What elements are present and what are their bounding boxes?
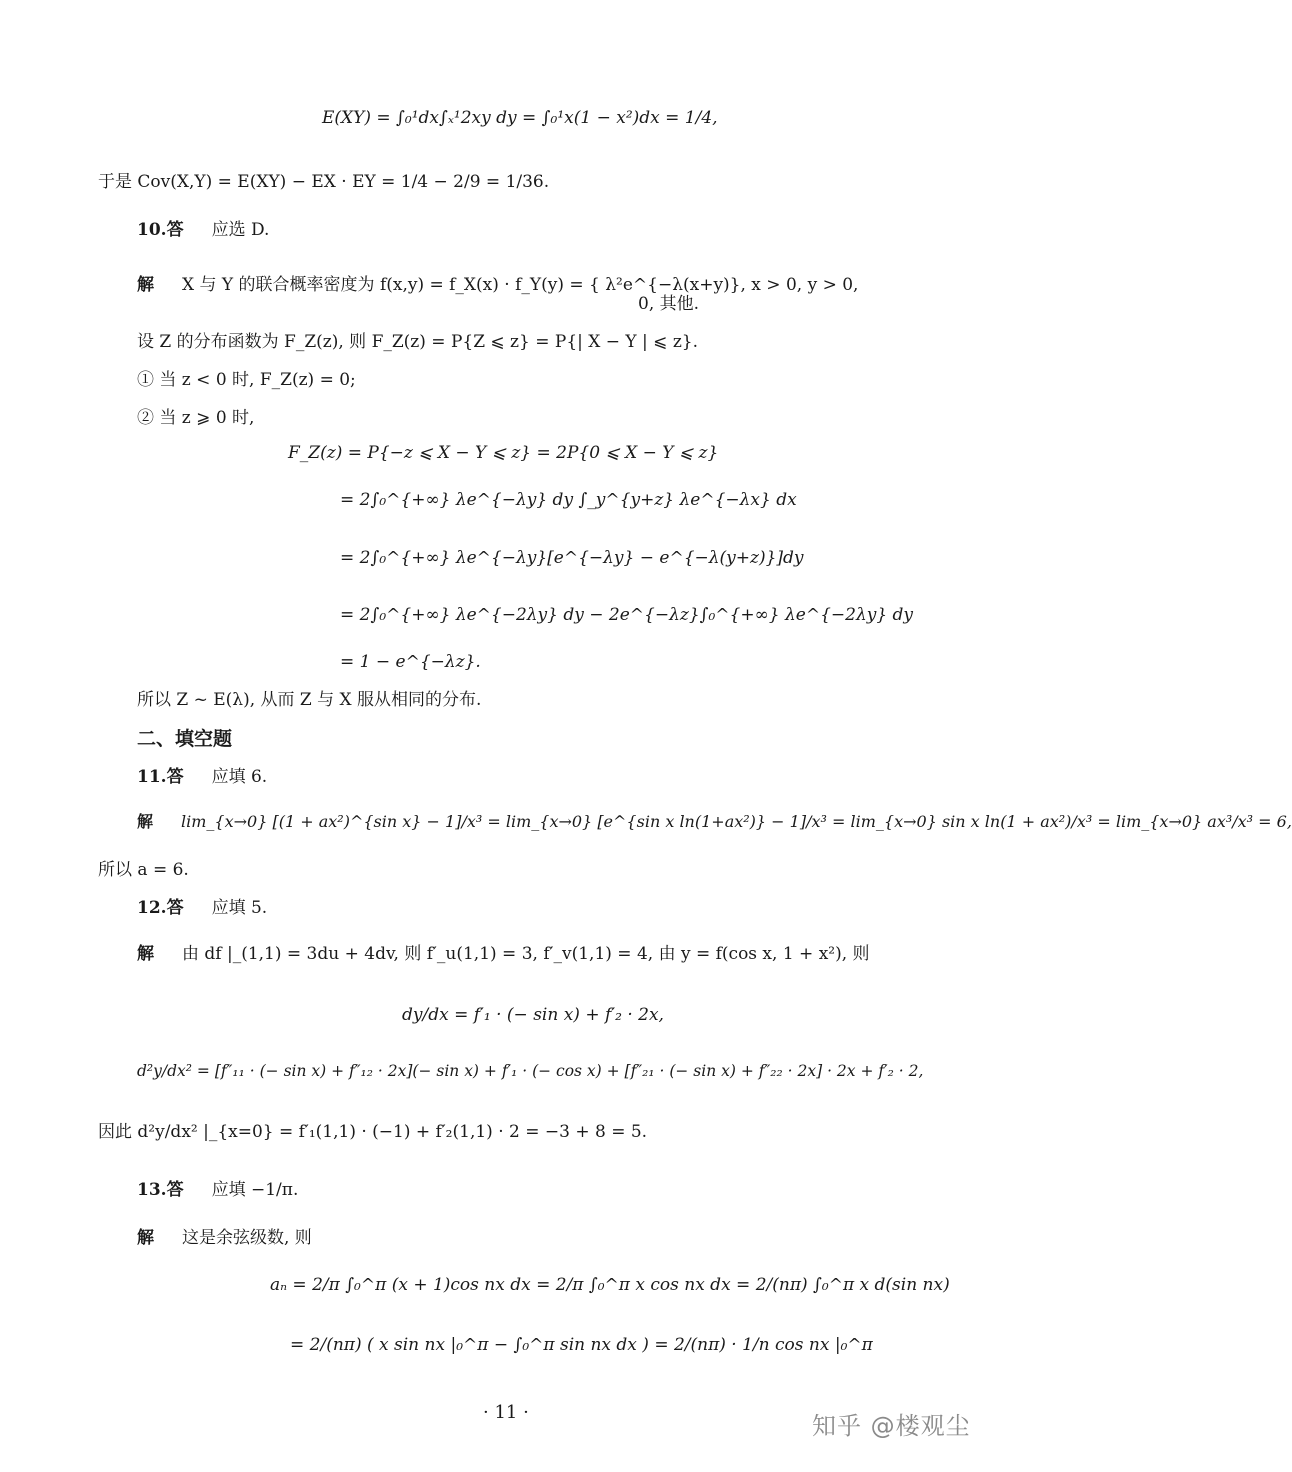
piecewise-otherwise: 0, 其他. [638,294,700,314]
answer-text: 应选 D. [211,220,270,240]
solution-11 [137,812,1292,831]
solution-label: 解 [137,275,154,295]
question-number: 11.答 [137,767,184,787]
solution-label: 解 [137,812,154,831]
watermark: 知乎 @楼观尘 [812,1412,971,1440]
answer-text: 应填 5. [211,898,268,918]
second-derivative: d²y/dx² = [f″₁₁ · (− sin x) + f″₁₂ · 2x](− sin x) + f′₁ · (− cos x) + [f″₂₁ · (− sin x) + f″₂₂ · 2x] · 2x + f′₂ · 2, [137,1062,924,1080]
answer-10 [137,220,269,240]
conclusion-11: 所以 a = 6. [98,860,189,880]
question-number: 13.答 [137,1180,184,1200]
conclusion-10: 所以 Z ~ E(λ), 从而 Z 与 X 服从相同的分布. [137,690,482,710]
cov-result: 于是 Cov(X,Y) = E(XY) − EX · EY = 1/4 − 2/9 = 1/36. [98,172,550,192]
case-1: ① 当 z < 0 时, F_Z(z) = 0; [137,370,356,390]
answer-11 [137,767,267,787]
solution-label: 解 [137,944,154,964]
derivation-step-4: = 2∫₀^{+∞} λe^{−2λy} dy − 2e^{−λz}∫₀^{+∞} λe^{−2λy} dy [340,605,914,625]
fourier-coefficient-1: aₙ = 2/π ∫₀^π (x + 1)cos nx dx = 2/π ∫₀^π x cos nx dx = 2/(nπ) ∫₀^π x d(sin nx) [270,1275,950,1295]
derivation-step-2: = 2∫₀^{+∞} λe^{−λy} dy ∫_y^{y+z} λe^{−λx} dx [340,490,797,510]
solution-text: 这是余弦级数, 则 [182,1228,312,1248]
solution-text: X 与 Y 的联合概率密度为 f(x,y) = f_X(x) · f_Y(y) = { λ²e^{−λ(x+y)}, x > 0, y > 0, [182,275,859,295]
answer-12 [137,898,267,918]
derivation-step-3: = 2∫₀^{+∞} λe^{−λy}[e^{−λy} − e^{−λ(y+z)}]dy [340,548,804,568]
derivation-step-1: F_Z(z) = P{−z ⩽ X − Y ⩽ z} = 2P{0 ⩽ X − Y ⩽ z} [288,443,719,463]
solution-10-line-1 [137,275,858,295]
page-number: · 11 · [483,1402,529,1423]
solution-text: 由 df |_(1,1) = 3du + 4dv, 则 f′_u(1,1) = 3, f′_v(1,1) = 4, 由 y = f(cos x, 1 + x²), 则 [182,944,870,964]
solution-12 [137,944,870,964]
formula-exy: E(XY) = ∫₀¹dx∫ₓ¹2xy dy = ∫₀¹x(1 − x²)dx = 1/4, [322,108,718,128]
solution-13 [137,1228,312,1248]
limit-formula: lim_{x→0} [(1 + ax²)^{sin x} − 1]/x³ = lim_{x→0} [e^{sin x ln(1+ax²)} − 1]/x³ = lim_{x→0} sin x ln(1 + ax²)/x³ = lim_{x→0} ax³/x³ = 6, [181,812,1292,831]
answer-text: 应填 −1/π. [211,1180,299,1200]
conclusion-12: 因此 d²y/dx² |_{x=0} = f′₁(1,1) · (−1) + f′₂(1,1) · 2 = −3 + 8 = 5. [98,1122,648,1142]
question-number: 12.答 [137,898,184,918]
answer-13 [137,1180,298,1200]
distribution-definition: 设 Z 的分布函数为 F_Z(z), 则 F_Z(z) = P{Z ⩽ z} = P{| X − Y | ⩽ z}. [137,332,699,352]
first-derivative: dy/dx = f′₁ · (− sin x) + f′₂ · 2x, [402,1005,664,1025]
question-number: 10.答 [137,220,184,240]
answer-text: 应填 6. [211,767,268,787]
derivation-step-5: = 1 − e^{−λz}. [340,652,481,672]
fourier-coefficient-2: = 2/(nπ) ( x sin nx |₀^π − ∫₀^π sin nx dx ) = 2/(nπ) · 1/n cos nx |₀^π [290,1335,873,1355]
solution-label: 解 [137,1228,154,1248]
case-2: ② 当 z ⩾ 0 时, [137,408,255,428]
section-heading: 二、填空题 [137,728,233,750]
